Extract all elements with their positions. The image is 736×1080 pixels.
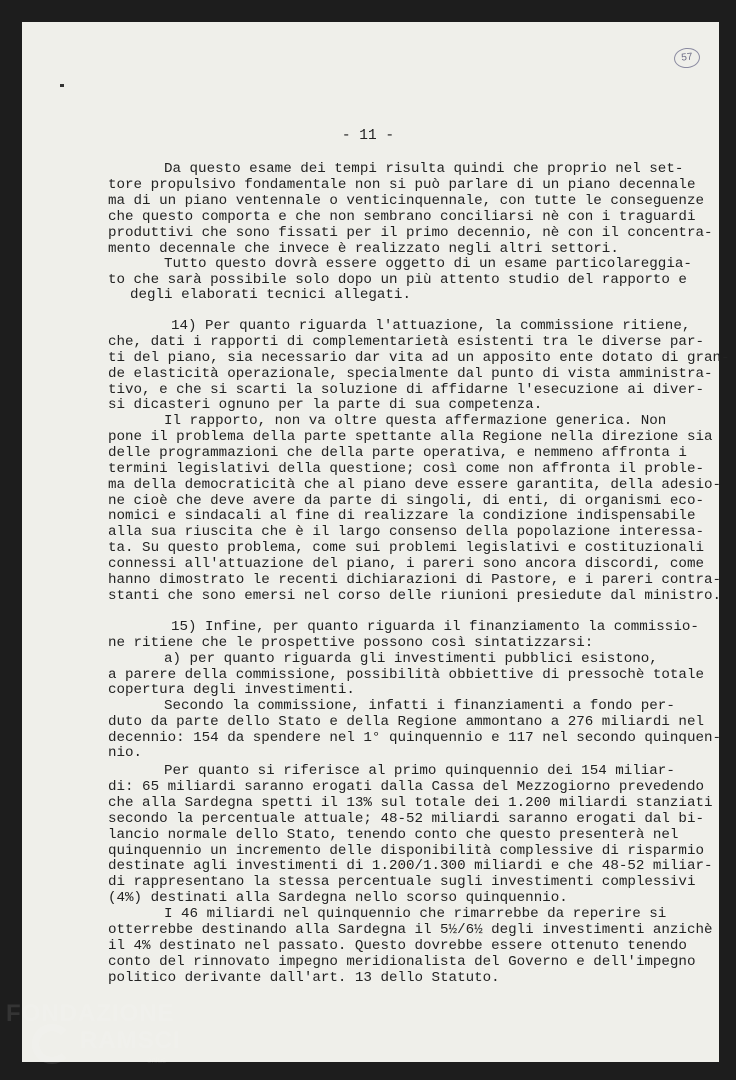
text-line: il 4% destinato nel passato. Questo dovrebbe essere ottenuto tenendo <box>108 938 687 954</box>
text-line: connessi all'attuazione del piano, i pareri sono ancora discordi, come <box>108 556 704 572</box>
text-line: ne ritiene che le prospettive possono così sintatizzarsi: <box>108 635 594 651</box>
text-line: nomici e sindacali al fine di realizzare la condizione indispensabile <box>108 508 696 524</box>
text-line: che alla Sardegna spetti il 13% sul totale dei 1.200 miliardi stanziati <box>108 795 713 811</box>
text-line: secondo la percentuale attuale; 48-52 miliardi saranno erogati dal bi- <box>108 811 704 827</box>
text-line: duto da parte dello Stato e della Regione ammontano a 276 miliardi nel <box>108 714 704 730</box>
text-line: decennio: 154 da spendere nel 1° quinquennio e 117 nel secondo quinquen- <box>108 730 721 746</box>
text-line: ma di un piano ventennale o venticinquennale, con tutte le conseguenze <box>108 193 704 209</box>
text-line: I 46 miliardi nel quinquennio che rimarrebbe da reperire si <box>164 906 667 922</box>
text-line: tivo, e che si scarti la soluzione di affidarne l'esecuzione ai diver- <box>108 382 704 398</box>
text-line: ta. Su questo problema, come sui problemi legislativi e costituzionali <box>108 540 704 556</box>
text-line: pone il problema della parte spettante alla Regione nella direzione sia <box>108 429 713 445</box>
text-line: alla sua riuscita che è il largo consenso della popolazione interessa- <box>108 524 704 540</box>
text-line: lancio normale dello Stato, tenendo conto che questo presenterà nel <box>108 827 679 843</box>
watermark-logo-icon <box>32 1024 72 1064</box>
text-line: ti del piano, sia necessario dar vita ad un apposito ente dotato di gran- <box>108 350 730 366</box>
text-line: Tutto questo dovrà essere oggetto di un esame particolareggia- <box>164 256 692 272</box>
text-line: mento decennale che invece è realizzato negli altri settori. <box>108 241 619 257</box>
text-line: ma della democraticità che al piano deve essere garantita, della adesio- <box>108 477 721 493</box>
text-line: che, dati i rapporti di complementarietà esistenti tra le diverse par- <box>108 334 704 350</box>
text-line: politico derivante dall'art. 13 dello Statuto. <box>108 970 500 986</box>
text-line: nio. <box>108 745 143 761</box>
text-line: copertura degli investimenti. <box>108 682 355 698</box>
text-line: quinquennio un incremento delle disponibilità complessive di risparmio <box>108 843 704 859</box>
text-line: a parere della commissione, possibilità obbiettive di pressochè totale <box>108 667 704 683</box>
text-line: di: 65 miliardi saranno erogati dalla Cassa del Mezzogiorno prevedendo <box>108 779 704 795</box>
text-line: termini legislativi della questione; così come non affronta il proble- <box>108 461 704 477</box>
text-line: Secondo la commissione, infatti i finanziamenti a fondo per- <box>164 698 675 714</box>
text-line: tore propulsivo fondamentale non si può parlare di un piano decennale <box>108 177 696 193</box>
page-number: - 11 - <box>341 128 395 144</box>
text-line: si dicasteri ognuno per la parte di sua competenza. <box>108 397 543 413</box>
text-line: otterrebbe destinando alla Sardegna il 5½/6½ degli investimenti anzichè <box>108 922 713 938</box>
text-line: Il rapporto, non va oltre questa affermazione generica. Non <box>164 413 667 429</box>
text-line: 15) Infine, per quanto riguarda il finanziamento la commissio- <box>171 619 699 635</box>
text-line: Da questo esame dei tempi risulta quindi che proprio nel set- <box>164 161 684 177</box>
text-line: delle programmazioni che della parte operativa, e nemmeno affronta i <box>108 445 687 461</box>
ink-mark <box>60 84 64 87</box>
page-stamp: 57 <box>673 47 701 70</box>
text-line: degli elaborati tecnici allegati. <box>130 287 411 303</box>
text-line: conto del rinnovato impegno meridionalista del Governo e dell'impegno <box>108 954 696 970</box>
text-line: a) per quanto riguarda gli investimenti pubblici esistono, <box>164 651 658 667</box>
watermark-line2: RAMSCI <box>80 1027 181 1054</box>
text-line: produttivi che sono fissati per il primo decennio, nè con il concentra- <box>108 225 713 241</box>
text-line: de elasticità operazionale, specialmente dal punto di vista amministra- <box>108 366 713 382</box>
text-line: 14) Per quanto riguarda l'attuazione, la commissione ritiene, <box>171 318 691 334</box>
watermark-small: onlus <box>147 1056 167 1065</box>
text-line: ne cioè che deve avere da parte di singoli, di enti, di organismi eco- <box>108 493 704 509</box>
text-line: che questo comporta e che non sembrano conciliarsi nè con i traguardi <box>108 209 696 225</box>
text-line: Per quanto si riferisce al primo quinquennio dei 154 miliar- <box>164 763 675 779</box>
watermark-line1: FONDAZIONE <box>6 1000 175 1027</box>
text-line: di rappresentano la stessa percentuale sugli investimenti complessivi <box>108 874 696 890</box>
text-line: to che sarà possibile solo dopo un più attento studio del rapporto e <box>108 272 687 288</box>
text-line: hanno dimostrato le recenti dichiarazioni di Pastore, e i pareri contra- <box>108 572 721 588</box>
text-line: (4%) destinati alla Sardegna nello scorso quinquennio. <box>108 890 568 906</box>
text-line: destinate agli investimenti di 1.200/1.300 miliardi e che 48-52 miliar- <box>108 858 713 874</box>
text-line: stanti che sono emersi nel corso delle riunioni presiedute dal ministro. <box>108 588 721 604</box>
